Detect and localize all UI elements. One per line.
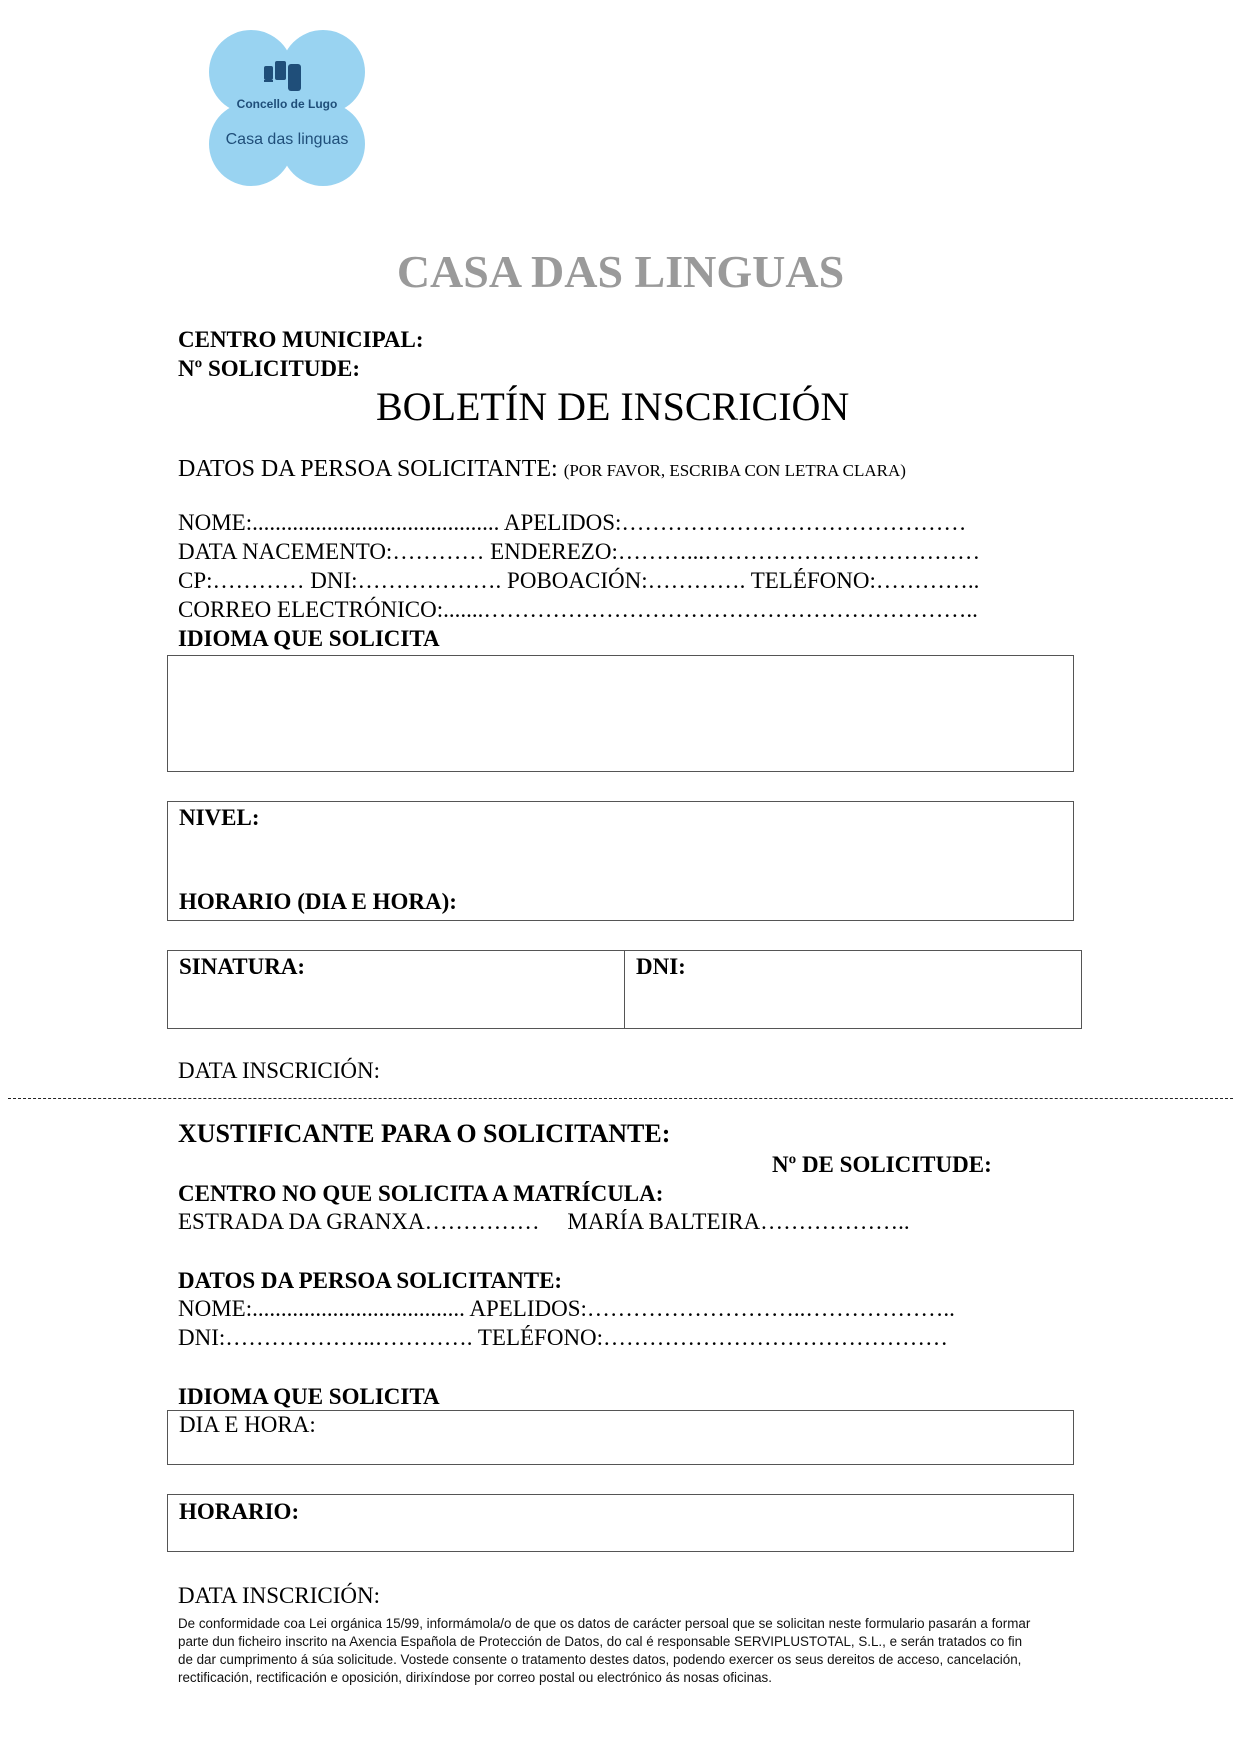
- legal-line-3: de dar cumprimento á súa solicitude. Vostede consente o tratamento destes datos, podendo exercer os seus dereitos de acceso, cancelación,: [178, 1652, 1022, 1667]
- datos2-heading: DATOS DA PERSOA SOLICITANTE:: [178, 1268, 563, 1293]
- field-line-nome: NOME:........................................... APELIDOS:………………………………………: [178, 510, 967, 535]
- nivel-label: NIVEL:: [179, 805, 260, 830]
- datos-label: DATOS DA PERSOA SOLICITANTE:: [178, 456, 558, 482]
- sinatura-box[interactable]: [167, 950, 625, 1029]
- page-title: CASA DAS LINGUAS: [396, 246, 845, 297]
- n-solicitude-label: Nº SOLICITUDE:: [178, 356, 361, 381]
- legal-line-4: rectificación, rectificación e oposición, dirixíndose por correo postal ou electrónico ás nosas oficinas.: [178, 1670, 772, 1685]
- dni-box[interactable]: [624, 950, 1082, 1029]
- logo: [207, 28, 367, 188]
- legal-line-1: De conformidade coa Lei orgánica 15/99, informámola/o de que os datos de carácter persoal que se solicitan neste formulario pasarán a formar: [178, 1616, 1031, 1631]
- dia-e-hora-box[interactable]: [167, 1410, 1074, 1465]
- cut-line: [8, 1098, 1233, 1099]
- idioma2-label: IDIOMA QUE SOLICITA: [178, 1384, 440, 1409]
- field-line-correo: CORREO ELECTRÓNICO:.......………………………………………………………..: [178, 597, 978, 622]
- centro-no-que-label: CENTRO NO QUE SOLICITA A MATRÍCULA:: [178, 1181, 664, 1206]
- xustificante-heading: XUSTIFICANTE PARA O SOLICITANTE:: [178, 1119, 671, 1148]
- field2-line-nome: NOME:..................................... APELIDOS:………………………..………………..: [178, 1296, 955, 1321]
- legal-line-2: parte dun ficheiro inscrito na Axencia Española de Protección de Datos, do cal é responsable SERVIPLUSTOTAL, S.L., e serán tratados co fin: [178, 1634, 1023, 1649]
- field-line-cp: CP:………… DNI:………………. POBOACIÓN:…………. TELÉFONO:…………..: [178, 568, 980, 593]
- idioma-box[interactable]: [167, 655, 1074, 772]
- dia-e-hora-label: DIA E HORA:: [179, 1412, 316, 1437]
- centros-line: [178, 1209, 910, 1235]
- centro-estrada-granxa: ESTRADA DA GRANXA……………: [178, 1209, 540, 1234]
- nivel-horario-box[interactable]: [167, 801, 1074, 921]
- data-inscricion-2-label: DATA INSCRICIÓN:: [178, 1583, 380, 1608]
- dni-label: DNI:: [636, 954, 686, 979]
- idioma-label: IDIOMA QUE SOLICITA: [178, 626, 440, 651]
- sinatura-label: SINATURA:: [179, 954, 306, 979]
- data-inscricion-label: DATA INSCRICIÓN:: [178, 1058, 380, 1083]
- horario-dia-hora-label: HORARIO (DIA E HORA):: [179, 889, 457, 914]
- field-line-data-nacemento: DATA NACEMENTO:………… ENDEREZO:………...………………………………: [178, 539, 981, 564]
- logo-line2: Casa das linguas: [225, 131, 349, 148]
- centro-municipal-label: CENTRO MUNICIPAL:: [178, 327, 424, 352]
- field2-line-dni: DNI:………………..…………. TELÉFONO:………………………………………: [178, 1325, 949, 1350]
- datos-solicitante-heading: [178, 456, 906, 483]
- horario-label: HORARIO:: [179, 1499, 300, 1524]
- legal-notice: [178, 1615, 1030, 1687]
- centro-maria-balteira: MARÍA BALTEIRA………………..: [567, 1209, 910, 1234]
- datos-note: (POR FAVOR, ESCRIBA CON LETRA CLARA): [563, 461, 906, 480]
- boletin-heading: BOLETÍN DE INSCRICIÓN: [376, 384, 850, 429]
- logo-line1: Concello de Lugo: [236, 97, 338, 111]
- n-de-solicitude-label: Nº DE SOLICITUDE:: [772, 1152, 992, 1177]
- horario-box[interactable]: [167, 1494, 1074, 1552]
